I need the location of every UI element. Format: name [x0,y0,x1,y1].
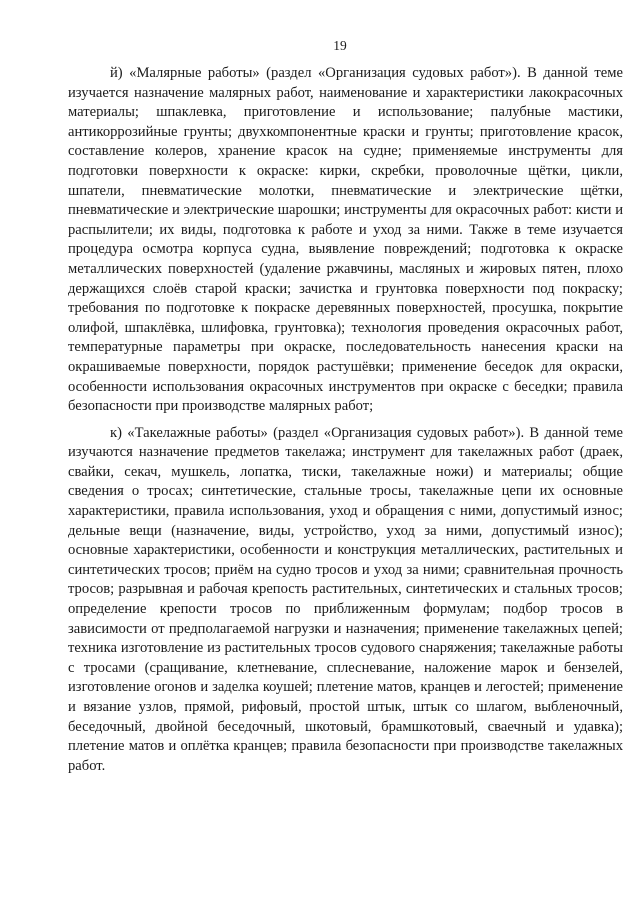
paragraph-rigging-works: к) «Такелажные работы» (раздел «Организация судовых работ»). В данной теме изучаются назначение предметов такелажа; инструмент для такелажных работ (драек, свайки, секач, мушкель, лопатка, тиски, такелажные ножи) и материалы; общие сведения о тросах; синтетические, стальные тросы, такелажные цепи их основные характеристики, правила использования, уход и обращения с ними, допустимый износ; дельные вещи (назначение, виды, устройство, уход за ними, допустимый износ); основные характеристики, особенности и конструкция металлических, растительных и синтетических тросов; приём на судно тросов и уход за ними; сравнительная прочность тросов; разрывная и рабочая крепость растительных, синтетических и стальных тросов; определение крепости тросов по приближенным формулам; подбор тросов в зависимости от предполагаемой нагрузки и назначения; применение такелажных цепей; техника изготовление из растительных тросов судового снаряжения; такелажные работы с тросами (сращивание, клетневание, сплесневание, наложение марок и бензелей, изготовление огонов и заделка коушей; плетение матов, кранцев и легостей; применение и вязание узлов, прямой, рифовый, простой штык, штык со шлагом, выбленочный, беседочный, двойной беседочный, шкотовый, брамшкотовый, сваечный и удавка); плетение матов и оплётка кранцев; правила безопасности при производстве такелажных работ. [68,424,623,774]
document-body [68,64,623,776]
page-number: 19 [333,38,347,53]
paragraph-painting-works: й) «Малярные работы» (раздел «Организация судовых работ»). В данной теме изучается назначение малярных работ, наименование и характеристики лакокрасочных материалы; шпаклевка, приготовление и использование; палубные мастики, антикоррозийные грунты; двухкомпонентные краски и грунты; приготовление красок, составление колеров, хранение красок на судне; применяемые инструменты для подготовки поверхности к окраске: кирки, скребки, проволочные щётки, цикли, шпатели, пневматические молотки, пневматические и электрические щётки, пневматические и электрические шарошки; инструменты для окрасочных работ: кисти и распылители; их виды, подготовка к работе и уход за ними. Также в теме изучается процедура осмотра корпуса судна, выявление повреждений; подготовка к окраске металлических поверхностей (удаление ржавчины, масляных и жировых пятен, плохо держащихся слоёв старой краски; зачистка и грунтовка поверхности под покраску; требования по подготовке к покраске деревянных поверхностей, просушка, покрытие олифой, шпаклёвка, шлифовка, грунтовка); технология проведения окрасочных работ, температурные параметры при окраске, последовательность нанесения краски на окрашиваемые поверхности, порядок растушёвки; применение беседок для окраски, особенности использования окрасочных инструментов при окраске с беседки; правила безопасности при производстве малярных работ; [68,65,623,415]
